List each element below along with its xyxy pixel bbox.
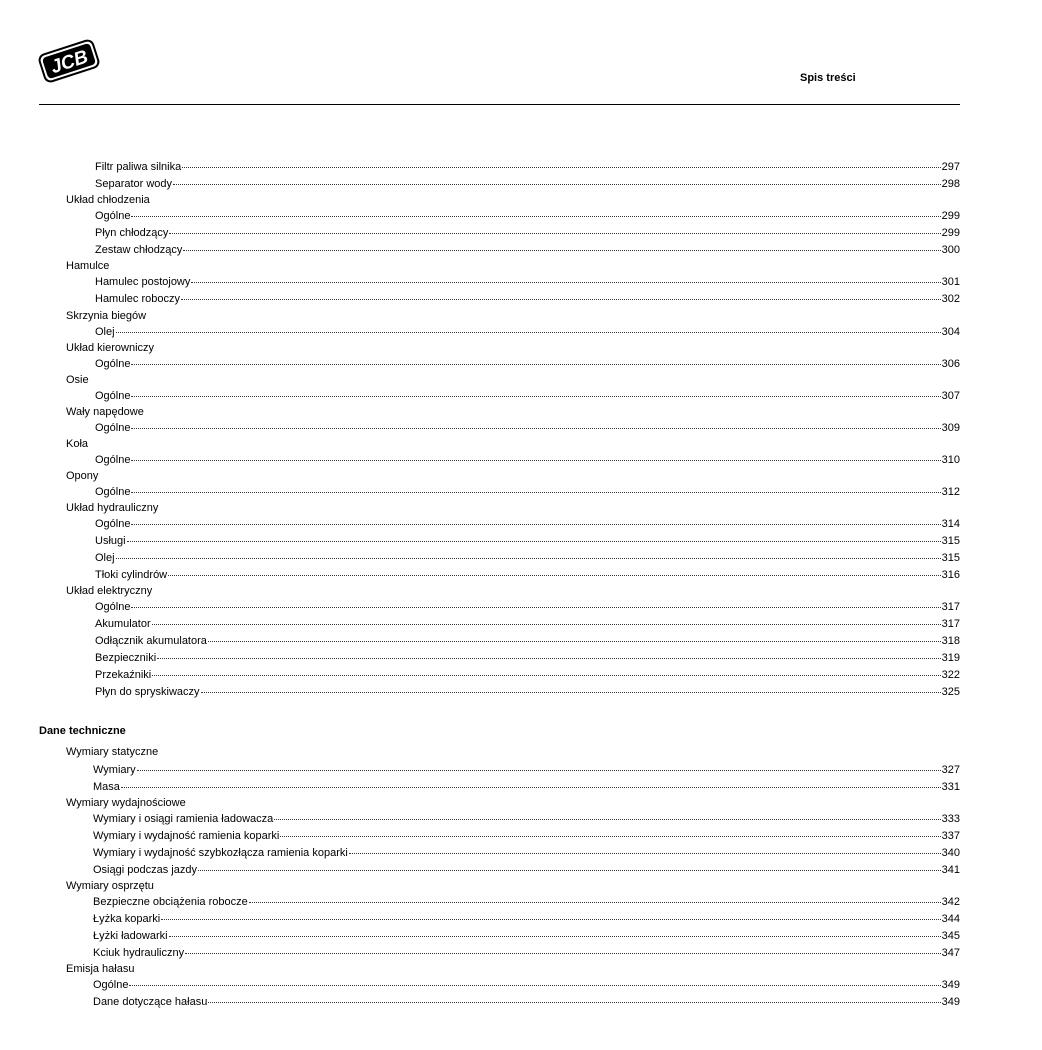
dot-leader <box>137 770 941 771</box>
page-title: Spis treści <box>800 72 856 84</box>
toc-page-number: 310 <box>941 454 960 466</box>
dot-leader <box>131 364 940 365</box>
dot-leader <box>173 184 941 185</box>
toc-section-heading[interactable] <box>66 745 158 759</box>
toc-page-number: 306 <box>941 358 960 370</box>
dot-leader <box>157 658 941 659</box>
toc-page-number: 309 <box>941 422 960 434</box>
toc-page-number: 304 <box>941 326 960 338</box>
dot-leader <box>131 524 940 525</box>
dot-leader <box>127 541 941 542</box>
toc-page-number: 327 <box>941 764 960 776</box>
dot-leader <box>116 332 941 333</box>
toc-entry[interactable] <box>93 929 960 943</box>
toc-entry-label: Układ kierowniczy <box>66 342 155 354</box>
toc-entry-label: Hamulec roboczy <box>95 293 180 305</box>
dot-leader <box>131 492 940 493</box>
dot-leader <box>152 624 941 625</box>
toc-page-number: 299 <box>941 227 960 239</box>
dot-leader <box>181 299 941 300</box>
toc-entry-label: Przekaźniki <box>95 669 152 681</box>
toc-entry-label: Wymiary i wydajność ramienia koparki <box>93 830 280 842</box>
toc-entry-label: Zestaw chłodzący <box>95 244 183 256</box>
dot-leader <box>169 936 941 937</box>
dot-leader <box>121 787 941 788</box>
toc-entry[interactable] <box>93 863 960 877</box>
toc-entry[interactable] <box>93 895 960 909</box>
toc-entry[interactable] <box>93 780 960 794</box>
toc-page-number: 315 <box>941 552 960 564</box>
toc-page-number: 317 <box>941 601 960 613</box>
toc-entry[interactable] <box>95 209 960 223</box>
toc-entry-label: Wymiary osprzętu <box>66 880 154 892</box>
toc-entry-label: Bezpieczniki <box>95 652 157 664</box>
toc-page-number: 298 <box>941 178 960 190</box>
toc-entry-label: Wymiary i wydajność szybkozłącza ramienia koparki <box>93 847 348 859</box>
toc-entry-label: Koła <box>66 438 89 450</box>
dot-leader <box>274 819 940 820</box>
svg-text:JCB: JCB <box>48 46 91 79</box>
toc-entry[interactable] <box>93 946 960 960</box>
toc-entry-label: Wymiary <box>93 764 136 776</box>
toc-entry[interactable] <box>95 453 960 467</box>
toc-entry-label: Łyżki ładowarki <box>93 930 168 942</box>
toc-page-number: 337 <box>941 830 960 842</box>
toc-section-heading[interactable] <box>66 584 152 598</box>
dot-leader <box>349 853 941 854</box>
dot-leader <box>169 233 940 234</box>
toc-entry-label: Układ elektryczny <box>66 585 153 597</box>
toc-entry-label: Układ hydrauliczny <box>66 502 159 514</box>
toc-entry[interactable] <box>93 846 960 860</box>
toc-entry[interactable] <box>95 568 960 582</box>
toc-entry[interactable] <box>95 600 960 614</box>
toc-page-number: 344 <box>941 913 960 925</box>
toc-entry-label: Osie <box>66 374 89 386</box>
toc-entry-label: Ogólne <box>95 601 131 613</box>
toc-entry[interactable] <box>95 389 960 403</box>
toc-entry-label: Osiągi podczas jazdy <box>93 864 197 876</box>
toc-entry[interactable] <box>95 634 960 648</box>
toc-entry[interactable] <box>93 812 960 826</box>
toc-section-heading[interactable] <box>66 437 88 451</box>
toc-page-number: 333 <box>941 813 960 825</box>
toc-entry-label: Olej <box>95 552 115 564</box>
toc-entry-label: Dane dotyczące hałasu <box>93 996 208 1008</box>
toc-entry-label: Układ chłodzenia <box>66 194 150 206</box>
toc-entry[interactable] <box>95 421 960 435</box>
toc-page-number: 345 <box>941 930 960 942</box>
toc-section-heading[interactable] <box>66 469 98 483</box>
dot-leader <box>116 558 941 559</box>
toc-entry[interactable] <box>95 226 960 240</box>
toc-entry[interactable] <box>95 517 960 531</box>
toc-entry[interactable] <box>95 243 960 257</box>
dot-leader <box>129 985 940 986</box>
toc-page-number: 301 <box>941 276 960 288</box>
toc-entry-label: Płyn do spryskiwaczy <box>95 686 200 698</box>
dot-leader <box>131 216 940 217</box>
toc-page-number: 349 <box>941 996 960 1008</box>
toc-page-number: 299 <box>941 210 960 222</box>
dot-leader <box>131 428 940 429</box>
toc-entry-label: Usługi <box>95 535 126 547</box>
dot-leader <box>208 1002 940 1003</box>
toc-entry[interactable] <box>93 978 960 992</box>
toc-page-number: 314 <box>941 518 960 530</box>
toc-entry[interactable] <box>93 829 960 843</box>
toc-entry[interactable] <box>93 912 960 926</box>
dot-leader <box>152 675 940 676</box>
toc-entry-label: Ogólne <box>95 518 131 530</box>
toc-entry[interactable] <box>93 995 960 1009</box>
dot-leader <box>280 836 940 837</box>
toc-page-number: 300 <box>941 244 960 256</box>
dot-leader <box>201 692 941 693</box>
toc-page-number: 297 <box>941 161 960 173</box>
toc-page-number: 340 <box>941 847 960 859</box>
dot-leader <box>249 902 941 903</box>
toc-section-heading[interactable] <box>66 309 146 323</box>
toc-section-heading[interactable] <box>66 962 134 976</box>
toc-page-number: 349 <box>941 979 960 991</box>
toc-chapter-heading[interactable] <box>39 724 126 738</box>
toc-entry-label: Akumulator <box>95 618 151 630</box>
toc-entry-label: Ogólne <box>95 390 131 402</box>
dot-leader <box>182 167 940 168</box>
toc-entry[interactable] <box>95 160 960 174</box>
toc-entry[interactable] <box>95 485 960 499</box>
toc-page-number: 318 <box>941 635 960 647</box>
toc-entry[interactable] <box>95 275 960 289</box>
toc-page-number: 307 <box>941 390 960 402</box>
toc-entry-label: Bezpieczne obciążenia robocze <box>93 896 248 908</box>
toc-entry[interactable] <box>95 617 960 631</box>
dot-leader <box>208 641 941 642</box>
toc-page-number: 322 <box>941 669 960 681</box>
dot-leader <box>191 282 940 283</box>
toc-entry-label: Wały napędowe <box>66 406 144 418</box>
dot-leader <box>198 870 941 871</box>
toc-entry-label: Ogólne <box>95 358 131 370</box>
toc-entry-label: Wymiary wydajnościowe <box>66 797 186 809</box>
dot-leader <box>131 607 940 608</box>
dot-leader <box>131 460 940 461</box>
dot-leader <box>161 919 940 920</box>
toc-section-heading[interactable] <box>66 193 150 207</box>
toc-section-heading[interactable] <box>66 341 154 355</box>
toc-entry[interactable] <box>95 325 960 339</box>
toc-entry-label: Filtr paliwa silnika <box>95 161 182 173</box>
toc-page-number: 342 <box>941 896 960 908</box>
toc-entry-label: Hamulec postojowy <box>95 276 191 288</box>
toc-page-number: 312 <box>941 486 960 498</box>
toc-entry-label: Ogólne <box>93 979 129 991</box>
toc-page-number: 325 <box>941 686 960 698</box>
toc-entry-label: Płyn chłodzący <box>95 227 169 239</box>
toc-entry-label: Wymiary statyczne <box>66 746 159 758</box>
toc-page-number: 317 <box>941 618 960 630</box>
dot-leader <box>131 396 940 397</box>
toc-entry-label: Ogólne <box>95 486 131 498</box>
toc-entry[interactable] <box>95 551 960 565</box>
dot-leader <box>183 250 940 251</box>
toc-section-heading[interactable] <box>66 796 186 810</box>
toc-entry-label: Łyżka koparki <box>93 913 161 925</box>
toc-entry-label: Ogólne <box>95 210 131 222</box>
toc-entry[interactable] <box>95 357 960 371</box>
toc-page-number: 341 <box>941 864 960 876</box>
toc-entry[interactable] <box>95 177 960 191</box>
toc-entry-label: Opony <box>66 470 99 482</box>
toc-entry[interactable] <box>95 292 960 306</box>
toc-section-heading[interactable] <box>66 373 89 387</box>
toc-page-number: 315 <box>941 535 960 547</box>
toc-entry-label: Olej <box>95 326 115 338</box>
toc-section-heading[interactable] <box>66 501 158 515</box>
toc-page-number: 302 <box>941 293 960 305</box>
toc-entry[interactable] <box>95 651 960 665</box>
toc-entry[interactable] <box>95 668 960 682</box>
toc-section-heading[interactable] <box>66 259 109 273</box>
toc-section-heading[interactable] <box>66 879 154 893</box>
toc-entry[interactable] <box>95 685 960 699</box>
toc-entry-label: Ogólne <box>95 454 131 466</box>
toc-page-number: 316 <box>941 569 960 581</box>
toc-entry[interactable] <box>95 534 960 548</box>
toc-page-number: 347 <box>941 947 960 959</box>
toc-entry-label: Ogólne <box>95 422 131 434</box>
toc-entry-label: Masa <box>93 781 120 793</box>
toc-entry-label: Dane techniczne <box>39 725 126 737</box>
toc-entry-label: Odłącznik akumulatora <box>95 635 207 647</box>
toc-entry-label: Kciuk hydrauliczny <box>93 947 185 959</box>
toc-entry-label: Wymiary i osiągi ramienia ładowacza <box>93 813 274 825</box>
toc-page-number: 331 <box>941 781 960 793</box>
toc-entry-label: Separator wody <box>95 178 173 190</box>
dot-leader <box>168 575 941 576</box>
dot-leader <box>185 953 941 954</box>
toc-entry-label: Emisja hałasu <box>66 963 135 975</box>
toc-section-heading[interactable] <box>66 405 144 419</box>
toc-entry-label: Tłoki cylindrów <box>95 569 168 581</box>
toc-entry-label: Hamulce <box>66 260 110 272</box>
toc-entry-label: Skrzynia biegów <box>66 310 147 322</box>
toc-page-number: 319 <box>941 652 960 664</box>
toc-entry[interactable] <box>93 763 960 777</box>
